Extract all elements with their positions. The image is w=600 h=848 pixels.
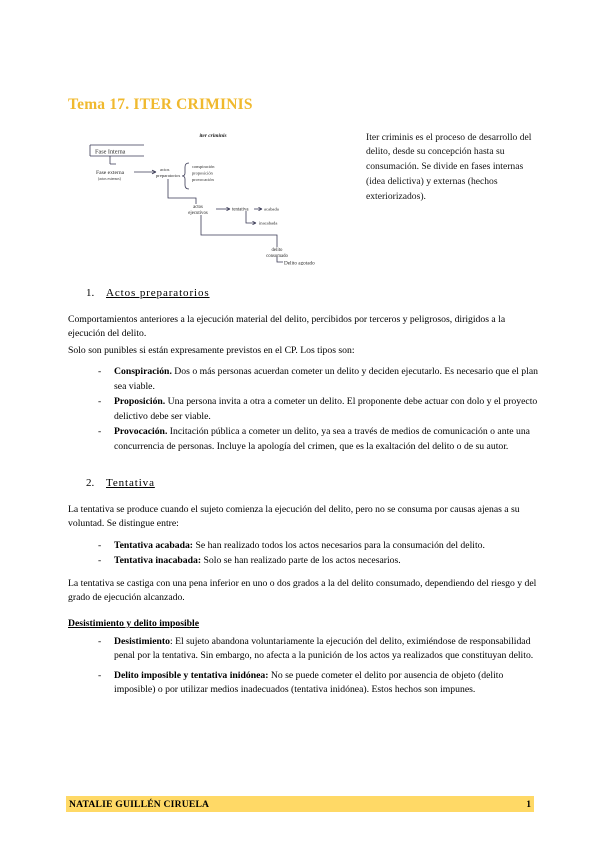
diagram-node-fase-externa-sub: (actos externos): [98, 176, 121, 181]
diagram-svg: [68, 125, 358, 265]
diagram-node-actos-preparatorios-line2: preparatorios: [156, 172, 181, 178]
diagram-node-tentativa-inacabada: inacabada: [259, 220, 278, 226]
iter-criminis-diagram: [68, 125, 358, 265]
desistimiento-list: [68, 635, 544, 698]
section-title: Tentativa: [106, 476, 155, 489]
list-item: [98, 395, 544, 424]
list-item-lead: Provocación.: [114, 426, 168, 438]
list-item-lead: Proposición.: [114, 396, 166, 408]
list-item-lead: Tentativa inacabada:: [114, 555, 202, 567]
page-title: Tema 17. ITER CRIMINIS: [68, 96, 253, 113]
intro-paragraph: Iter criminis es el proceso de desarrollo del delito, desde su concepción hasta su consumación. Se divide en fases internas (idea delictiva) y externas (hechos exteriorizados).: [366, 131, 532, 203]
tentativa-list: [68, 539, 544, 569]
list-item: [98, 635, 544, 664]
page-footer: [66, 796, 534, 812]
section-title: Actos preparatorios: [106, 286, 210, 299]
list-item-lead: Delito imposible y tentativa inidónea:: [114, 669, 269, 681]
list-item: [98, 554, 544, 569]
diagram-node-delito-consumado-line2: consumado: [266, 253, 288, 259]
list-item-lead: Desistimiento: [114, 635, 170, 647]
section-heading-tentativa: [68, 477, 544, 489]
list-item: [98, 425, 544, 454]
subsection-heading-desistimiento: Desistimiento y delito imposible: [68, 617, 200, 629]
paragraph: La tentativa se produce cuando el sujeto comienza la ejecución del delito, pero no se consuma por causas ajenas a su voluntad. Se distingue entre:: [68, 503, 520, 530]
section-number: 2.: [86, 476, 95, 489]
list-item-lead: Tentativa acabada:: [114, 539, 194, 551]
list-item-text: No se puede cometer el delito por ausencia de objeto (delito imposible) o por utilizar medios inadecuados (tentativa inidónea). Estos hechos son impunes.: [114, 669, 504, 696]
list-item: [98, 539, 544, 554]
section-number: 1.: [86, 286, 95, 299]
diagram-node-delito-agotado: Delito agotado: [284, 260, 315, 265]
list-item-lead: Conspiración.: [114, 366, 172, 378]
diagram-node-tentativa: tentativa: [232, 207, 249, 213]
intro-block: [68, 125, 544, 265]
list-item-text: Solo se han realizado parte de los actos necesarios.: [201, 555, 401, 567]
list-item-text: : El sujeto abandona voluntariamente la ejecución del delito, eximiéndose de responsabilidad penal por la tentativa. Sin embargo, no afecta a la punición de los actos ya realizados que constituyan delito.: [114, 635, 534, 662]
diagram-node-actos-ejecutivos-line2: ejecutivos: [188, 210, 208, 216]
diagram-node-fase-externa: Fase externa: [96, 169, 125, 176]
diagram-node-delito-consumado-line1: delito: [271, 247, 283, 253]
list-item: [98, 365, 544, 394]
footer-page-number: 1: [526, 798, 531, 810]
diagram-node-actos-preparatorios-line1: actos: [160, 166, 170, 172]
list-item-text: Incitación pública a cometer un delito, ya sea a través de medios de comunicación o ante una concurrencia de personas. Incluye la apología del crimen, que es la exaltación del delito o de su autor.: [114, 426, 530, 452]
diagram-node-actos-ejecutivos-line1: actos: [193, 204, 203, 210]
actos-preparatorios-list: [68, 365, 544, 454]
diagram-brace-item-provocacion: provocación: [192, 176, 214, 182]
section-heading-actos-preparatorios: [68, 287, 544, 299]
list-item-text: Se han realizado todos los actos necesarios para la consumación del delito.: [193, 539, 485, 551]
diagram-caption: iter criminis: [199, 132, 227, 139]
list-item-text: Una persona invita a otra a cometer un delito. El proponente debe actuar con dolo y el proyecto delictivo debe ser viable.: [114, 396, 538, 422]
diagram-brace-item-conspiracion: conspiración: [192, 163, 215, 169]
diagram-node-tentativa-acabada: acabada: [264, 206, 279, 212]
page-content: [68, 96, 544, 706]
list-item-text: Dos o más personas acuerdan cometer un delito y deciden ejecutarlo. Es necesario que el plan sea viable.: [114, 366, 538, 392]
diagram-brace-item-proposicion: proposición: [192, 170, 213, 176]
list-item: [98, 669, 544, 698]
diagram-node-fase-interna: Fase Interna: [95, 148, 126, 156]
paragraph: La tentativa se castiga con una pena inferior en uno o dos grados a la del delito consumado, dependiendo del riesgo y del grado de ejecución alcanzado.: [68, 577, 537, 604]
paragraph: Comportamientos anteriores a la ejecución material del delito, percibidos por terceros y peligrosos, dirigidos a la ejecución del delito.: [68, 313, 506, 340]
paragraph: Solo son punibles si están expresamente previstos en el CP. Los tipos son:: [68, 344, 355, 356]
footer-author: NATALIE GUILLÉN CIRUELA: [69, 798, 210, 810]
